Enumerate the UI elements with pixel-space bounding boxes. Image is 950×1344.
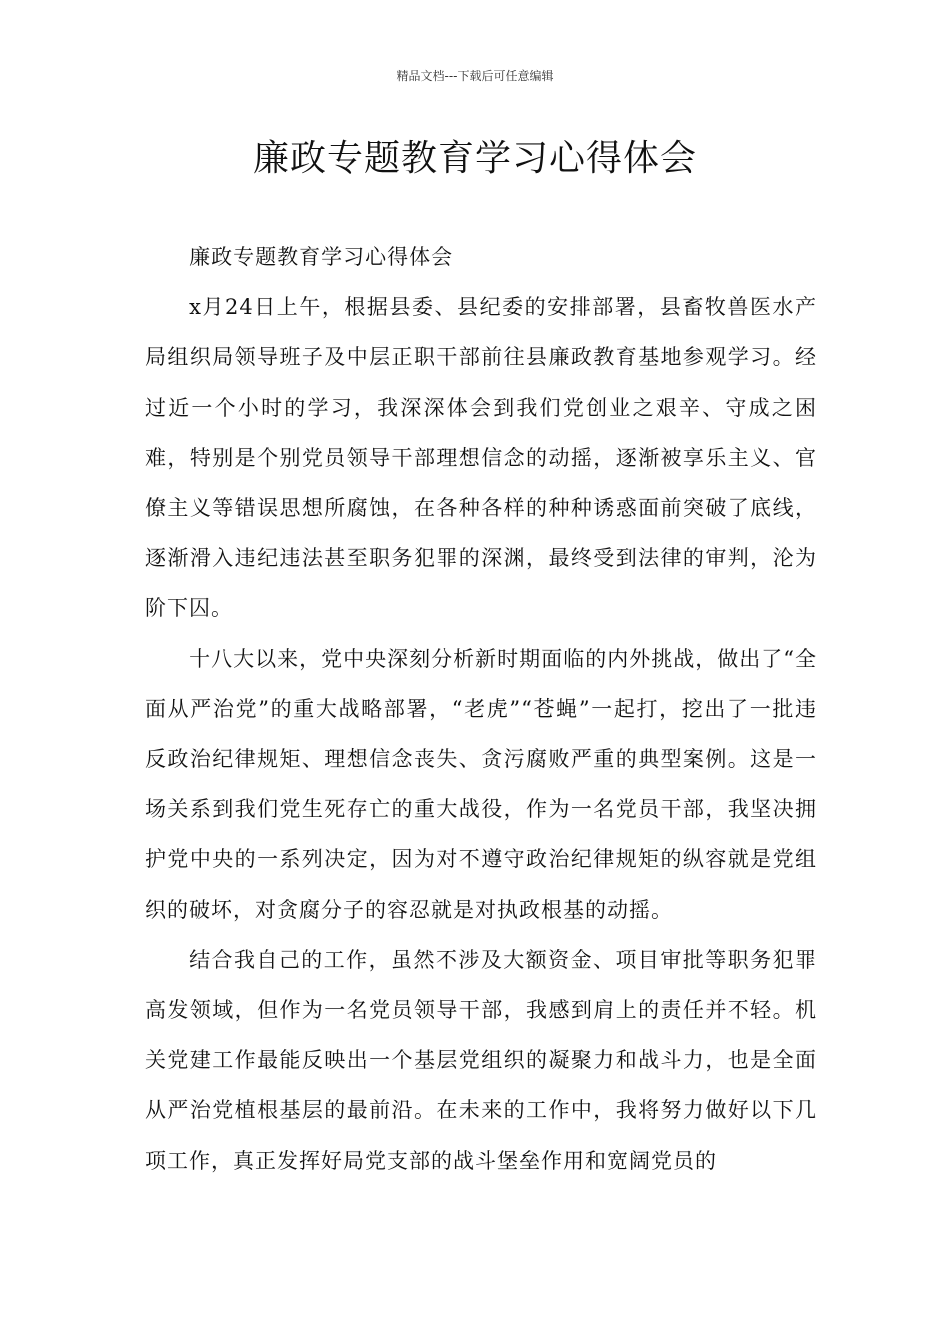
document-body xyxy=(145,232,817,1186)
page-header: 精品文档---下载后可任意编辑 xyxy=(396,69,554,83)
paragraph: 结合我自己的工作，虽然不涉及大额资金、项目审批等职务犯罪高发领域，但作为一名党员领导干部，我感到肩上的责任并不轻。机关党建工作最能反映出一个基层党组织的凝聚力和战斗力，也是全面从严治党植根基层的最前沿。在未来的工作中，我将努力做好以下几项工作，真正发挥好局党支部的战斗堡垒作用和宽阔党员的 xyxy=(145,947,817,1173)
paragraph: x月24日上午，根据县委、县纪委的安排部署，县畜牧兽医水产局组织局领导班子及中层正职干部前往县廉政教育基地参观学习。经过近一个小时的学习，我深深体会到我们党创业之艰辛、守成之困难，特别是个别党员领导干部理想信念的动摇，逐渐被享乐主义、官僚主义等错误思想所腐蚀，在各种各样的种种诱惑面前突破了底线，逐渐滑入违纪违法甚至职务犯罪的深渊，最终受到法律的审判，沦为阶下囚。 xyxy=(145,295,817,621)
document-title: 廉政专题教育学习心得体会 xyxy=(252,138,697,179)
paragraph: 十八大以来，党中央深刻分析新时期面临的内外挑战，做出了“全面从严治党”的重大战略部署，“老虎”“苍蝇”一起打，挖出了一批违反政治纪律规矩、理想信念丧失、贪污腐败严重的典型案例。这是一场关系到我们党生死存亡的重大战役，作为一名党员干部，我坚决拥护党中央的一系列决定，因为对不遵守政治纪律规矩的纵容就是党组织的破坏，对贪腐分子的容忍就是对执政根基的动摇。 xyxy=(145,646,817,922)
paragraph-subtitle: 廉政专题教育学习心得体会 xyxy=(189,245,454,269)
